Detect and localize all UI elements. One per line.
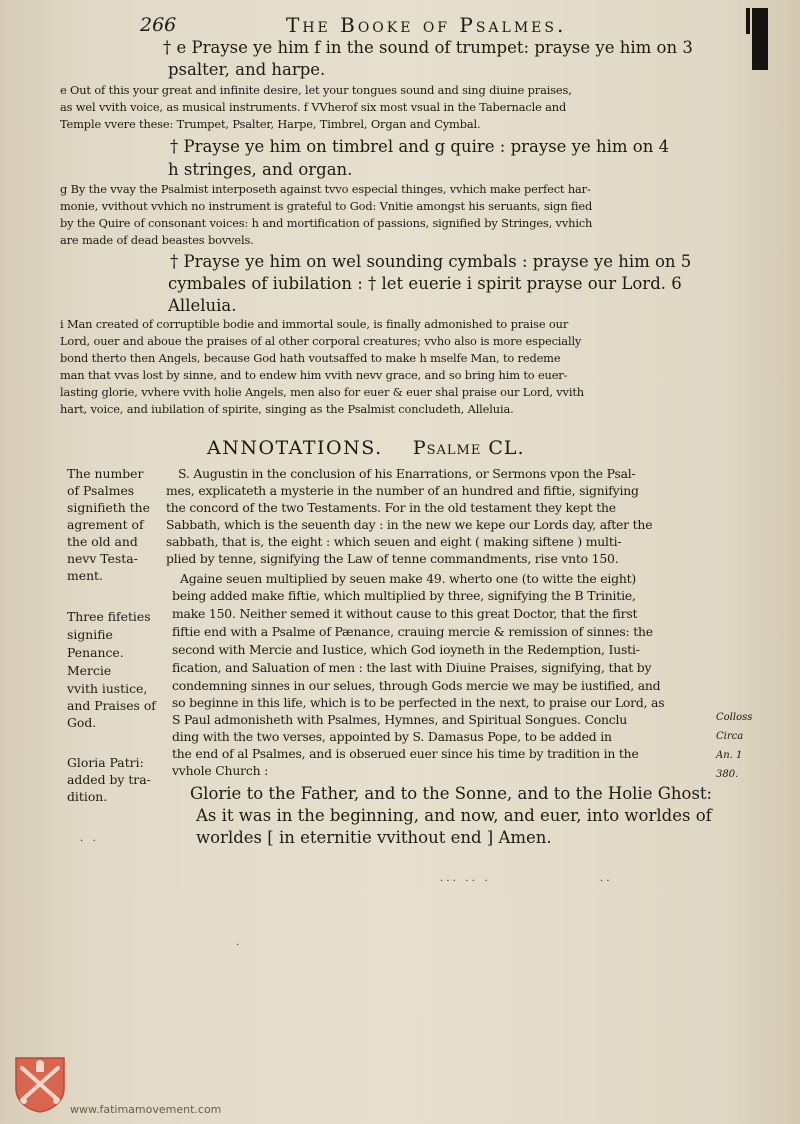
speck-mark: · · — [600, 876, 610, 887]
note-line: e Out of this your great and infinite desire, let your tongues sound and sing diuine praises, — [60, 83, 572, 97]
annotation-line: plied by tenne, signifying the Law of tenne commandments, rise vnto 150. — [166, 551, 619, 566]
verse-line: cymbales of iubilation : † let euerie i spirit prayse our Lord. 6 — [168, 274, 682, 293]
left-margin-note: the old and — [67, 534, 138, 549]
left-margin-note: Mercie — [67, 663, 112, 678]
right-margin-reference: 380. — [716, 769, 739, 780]
note-line: monie, vvithout vvhich no instrument is grateful to God: Vnitie amongst his seruants, sign fied — [60, 199, 593, 213]
annotation-line: S. Augustin in the conclusion of his Enarrations, or Sermons vpon the Psal- — [178, 466, 636, 481]
page-number: 266 — [140, 14, 177, 36]
note-line: hart, voice, and iubilation of spirite, singing as the Psalmist concludeth, Alleluia. — [60, 402, 514, 416]
right-margin-reference: Colloss — [716, 712, 753, 723]
note-line: bond therto then Angels, because God hath voutsaffed to make h mselfe Man, to redeme — [60, 351, 561, 365]
left-margin-note: signifie — [67, 627, 113, 642]
annotation-line: fication, and Saluation of men : the last with Diuine Praises, signifying, that by — [172, 660, 652, 675]
annotation-line: so beginne in this life, which is to be perfected in the next, to praise our Lord, as — [172, 695, 665, 710]
left-margin-note: vvith iustice, — [67, 681, 148, 696]
verse-line: † Prayse ye him on timbrel and g quire : prayse ye him on 4 — [170, 137, 670, 156]
note-line: i Man created of corruptible bodie and immortal soule, is finally admonished to praise our — [60, 317, 569, 331]
note-line: Temple vvere these: Trumpet, Psalter, Harpe, Timbrel, Organ and Cymbal. — [60, 117, 481, 131]
verse-line: Alleluia. — [168, 296, 237, 315]
note-line: as wel vvith voice, as musical instruments. f VVherof six most vsual in the Tabernacle and — [60, 100, 567, 114]
note-line: g By the vvay the Psalmist interposeth against tvvo especial thinges, vvhich make perfect har- — [60, 182, 591, 196]
annotation-line: Againe seuen multiplied by seuen make 49. wherto one (to witte the eight) — [180, 571, 637, 586]
speck-mark: · · — [80, 836, 96, 847]
annotation-line: make 150. Neither semed it without cause to this great Doctor, that the first — [172, 606, 638, 621]
note-line: lasting glorie, vvhere vvith holie Angels, men also for euer & euer shal praise our Lord, vvith — [60, 385, 584, 399]
annotation-line: vvhole Church : — [172, 763, 269, 778]
note-line: by the Quire of consonant voices: h and mortification of passions, signified by Stringes, vvhich — [60, 216, 593, 230]
note-line: man that vvas lost by sinne, and to endew him vvith nevv grace, and so bring him to euer- — [60, 368, 568, 382]
speck-mark: · — [236, 940, 240, 951]
verse-line: psalter, and harpe. — [168, 60, 326, 79]
page-edge-mark — [746, 8, 750, 34]
annotation-line: Sabbath, which is the seuenth day : in the new we kepe our Lords day, after the — [166, 517, 653, 532]
left-margin-note: God. — [67, 715, 97, 730]
left-margin-note: ment. — [67, 568, 103, 583]
annotations-title: ANNOTATIONS. — [207, 437, 383, 459]
left-margin-note: added by tra- — [67, 772, 151, 787]
gloria-line: Glorie to the Father, and to the Sonne, and to the Holie Ghost: — [190, 784, 713, 803]
right-margin-reference: Circa — [716, 731, 744, 742]
website-watermark[interactable]: www.fatimamovement.com — [70, 1103, 222, 1116]
verse-line: † Prayse ye him on wel sounding cymbals : prayse ye him on 5 — [170, 252, 692, 271]
annotation-line: S Paul admonisheth with Psalmes, Hymnes, and Spiritual Songues. Conclu — [172, 712, 628, 727]
annotation-line: fiftie end with a Psalme of Pænance, crauing mercie & remission of sinnes: the — [172, 624, 653, 639]
annotation-line: being added make fiftie, which multiplied by three, signifying the B Trinitie, — [172, 588, 636, 603]
annotation-line: second with Mercie and Iustice, which God ioyneth in the Redemption, Iusti- — [172, 642, 640, 657]
left-margin-note: nevv Testa- — [67, 551, 138, 566]
left-margin-note: of Psalmes — [67, 483, 135, 498]
gloria-line: worldes [ in eternitie vvithout end ] Amen. — [196, 828, 552, 847]
annotation-line: the concord of the two Testaments. For in the old testament they kept the — [166, 500, 616, 515]
annotation-line: ding with the two verses, appointed by S. Damasus Pope, to be added in — [172, 729, 612, 744]
gloria-line: As it was in the beginning, and now, and euer, into worldes of — [196, 806, 712, 825]
annotations-psalm: Psalme CL. — [412, 437, 525, 459]
note-line: Lord, ouer and aboue the praises of al other corporal creatures; vvho also is more especially — [60, 334, 582, 348]
left-margin-note: Gloria Patri: — [67, 755, 144, 770]
verse-line: h stringes, and organ. — [168, 160, 353, 179]
right-margin-reference: An. 1 — [716, 750, 743, 761]
annotation-line: condemning sinnes in our selues, through Gods mercie we may be iustified, and — [172, 678, 661, 693]
left-margin-note: Three fifeties — [67, 609, 151, 624]
annotation-line: mes, explicateth a mysterie in the number of an hundred and fiftie, signifying — [166, 483, 639, 498]
left-margin-note: signifieth the — [67, 500, 150, 515]
left-margin-note: The number — [67, 466, 144, 481]
annotation-line: the end of al Psalmes, and is obserued euer since his time by tradition in the — [172, 746, 639, 761]
running-title: The Booke of Psalmes. — [286, 13, 567, 37]
annotation-line: sabbath, that is, the eight : which seuen and eight ( making siftene ) multi- — [166, 534, 622, 549]
page-thumb-tab — [752, 8, 768, 70]
left-margin-note: agrement of — [67, 517, 144, 532]
note-line: are made of dead beastes bovvels. — [60, 233, 254, 247]
left-margin-note: and Praises of — [67, 698, 156, 713]
verse-line: † e Prayse ye him f in the sound of trumpet: prayse ye him on 3 — [163, 38, 693, 57]
left-margin-note: dition. — [67, 789, 108, 804]
papal-keys-seal-icon — [12, 1054, 68, 1114]
annotations-heading — [207, 437, 525, 459]
speck-mark: · · · · · · — [440, 876, 488, 887]
left-margin-note: Penance. — [67, 645, 124, 660]
